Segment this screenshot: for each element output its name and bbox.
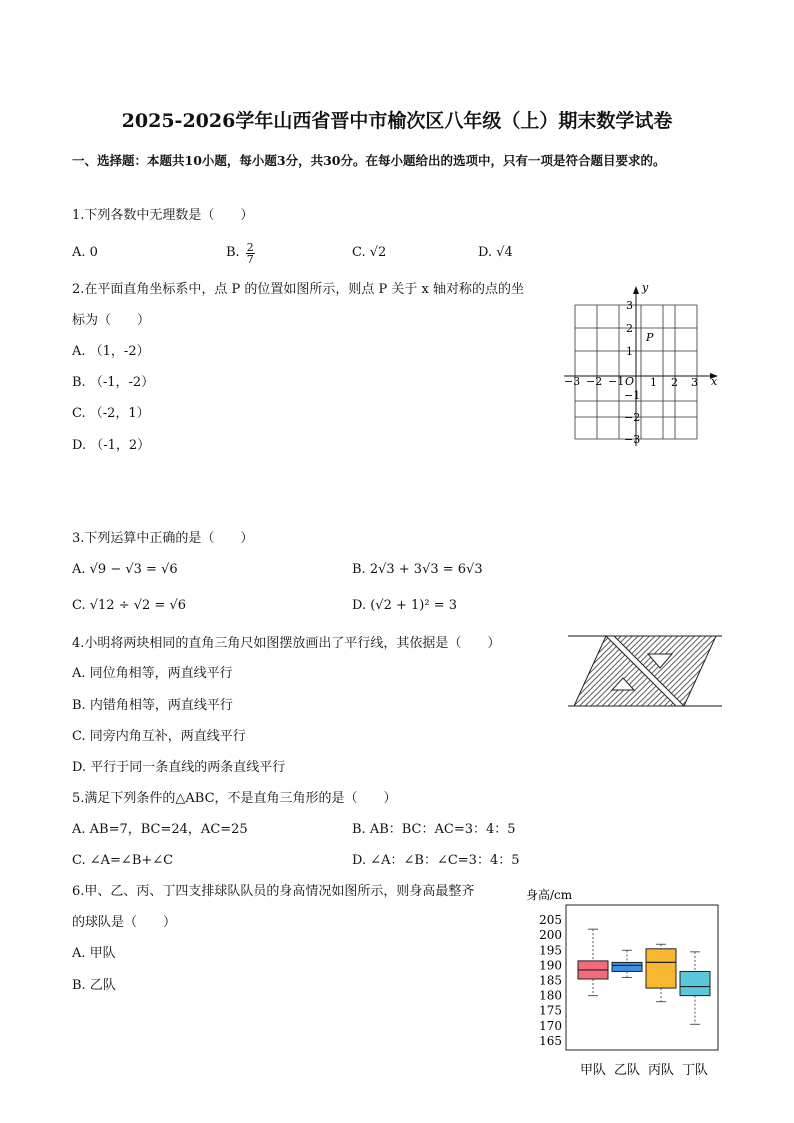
y-tick-label: 200 <box>539 928 562 943</box>
q1-option-b <box>226 237 255 269</box>
x-category-label: 丁队 <box>681 1063 709 1078</box>
y-tick-label: 205 <box>539 913 562 928</box>
q3-option-d: D. (√2 + 1)² = 3 <box>352 598 457 613</box>
point-p-label: P <box>646 331 654 344</box>
q2-option-c: C. （-2，1） <box>72 406 150 421</box>
x-axis-label: x <box>711 375 718 388</box>
x-category-label: 甲队 <box>579 1063 607 1078</box>
y-tick-3: 3 <box>626 299 633 312</box>
q2-stem-line1: 2.在平面直角坐标系中，点 P 的位置如图所示，则点 P 关于 x 轴对称的点的坐 <box>72 282 525 297</box>
q2-option-a: A. （1，-2） <box>72 344 150 359</box>
q1-option-d: D. √4 <box>478 245 513 260</box>
q1-option-c: C. √2 <box>352 245 387 260</box>
q6-stem-line1: 6.甲、乙、丙、丁四支排球队队员的身高情况如图所示，则身高最整齐 <box>72 884 475 899</box>
x-category-labels <box>580 1063 708 1078</box>
x-category-label: 丙队 <box>647 1063 675 1078</box>
y-tick-label: 180 <box>539 988 562 1003</box>
y-tick-neg3: −3 <box>624 433 641 446</box>
y-tick-label: 190 <box>539 958 562 973</box>
q6-option-a: A. 甲队 <box>72 946 116 961</box>
q5-stem: 5.满足下列条件的△ABC，不是直角三角形的是（ ） <box>72 791 397 806</box>
q1-option-b-fraction <box>246 242 255 265</box>
q3-option-c: C. √12 ÷ √2 = √6 <box>72 598 186 613</box>
q3-stem: 3.下列运算中正确的是（ ） <box>72 531 254 546</box>
q1-option-b-prefix: B. <box>226 245 240 260</box>
box-iqr-rect <box>680 971 710 995</box>
q5-option-c: C. ∠A=∠B+∠C <box>72 853 174 868</box>
y-tick-neg1: −1 <box>624 389 641 402</box>
y-tick-neg2: −2 <box>624 411 641 424</box>
q5-option-d: D. ∠A：∠B：∠C=3：4：5 <box>352 853 520 868</box>
y-tick-label: 165 <box>539 1033 562 1048</box>
section-heading: 一、选择题：本题共10小题，每小题3分，共30分。在每小题给出的选项中，只有一项是符合题目要求的。 <box>72 153 666 168</box>
height-boxplot-chart <box>520 882 730 1082</box>
y-tick-labels <box>539 913 562 1048</box>
y-tick-1: 1 <box>626 345 633 358</box>
q4-option-c: C. 同旁内角互补，两直线平行 <box>72 729 246 744</box>
q5-option-b: B. AB：BC：AC=3：4：5 <box>352 822 516 837</box>
q1-stem: 1.下列各数中无理数是（ ） <box>72 208 254 223</box>
x-tick-neg2: −2 <box>586 375 603 388</box>
q6-stem-line2: 的球队是（ ） <box>72 915 177 930</box>
y-tick-label: 170 <box>539 1018 562 1033</box>
y-axis-arrow-icon <box>633 286 639 294</box>
x-tick-neg3: −3 <box>564 375 581 388</box>
x-tick-1: 1 <box>650 376 657 389</box>
q4-option-d: D. 平行于同一条直线的两条直线平行 <box>72 760 286 775</box>
x-category-label: 乙队 <box>613 1063 641 1078</box>
chart-y-axis-label: 身高/cm <box>526 888 573 902</box>
exam-title: 2025-2026学年山西省晋中市榆次区八年级（上）期末数学试卷 <box>121 110 673 132</box>
q3-option-b: B. 2√3 + 3√3 = 6√3 <box>352 562 483 577</box>
q3-option-a: A. √9 − √3 = √6 <box>72 562 178 577</box>
q1-option-a: A. 0 <box>72 245 98 260</box>
q2-option-d: D. （-1，2） <box>72 438 151 453</box>
y-tick-label: 175 <box>539 1003 562 1018</box>
fraction-numerator: 2 <box>246 240 254 254</box>
x-tick-3: 3 <box>691 376 698 389</box>
q4-option-b: B. 内错角相等，两直线平行 <box>72 698 233 713</box>
q6-option-b: B. 乙队 <box>72 978 116 993</box>
set-squares-figure <box>568 632 722 712</box>
q2-stem-line2: 标为（ ） <box>72 313 151 328</box>
x-tick-neg1: −1 <box>608 375 625 388</box>
y-axis-label: y <box>642 282 649 294</box>
q4-option-a: A. 同位角相等，两直线平行 <box>72 666 233 681</box>
q5-option-a: A. AB=7，BC=24，AC=25 <box>72 822 248 837</box>
q2-option-b: B. （-1，-2） <box>72 375 155 390</box>
fraction-denominator: 7 <box>246 252 254 266</box>
box-iqr-rect <box>612 962 642 971</box>
coordinate-grid-figure <box>560 282 726 448</box>
q4-stem: 4.小明将两块相同的直角三角尺如图摆放画出了平行线，其依据是（ ） <box>72 636 501 651</box>
y-tick-label: 195 <box>539 943 562 958</box>
box-iqr-rect <box>646 949 676 988</box>
y-tick-label: 185 <box>539 973 562 988</box>
origin-label: O <box>625 375 635 388</box>
y-tick-2: 2 <box>626 322 633 335</box>
x-tick-2: 2 <box>671 376 678 389</box>
